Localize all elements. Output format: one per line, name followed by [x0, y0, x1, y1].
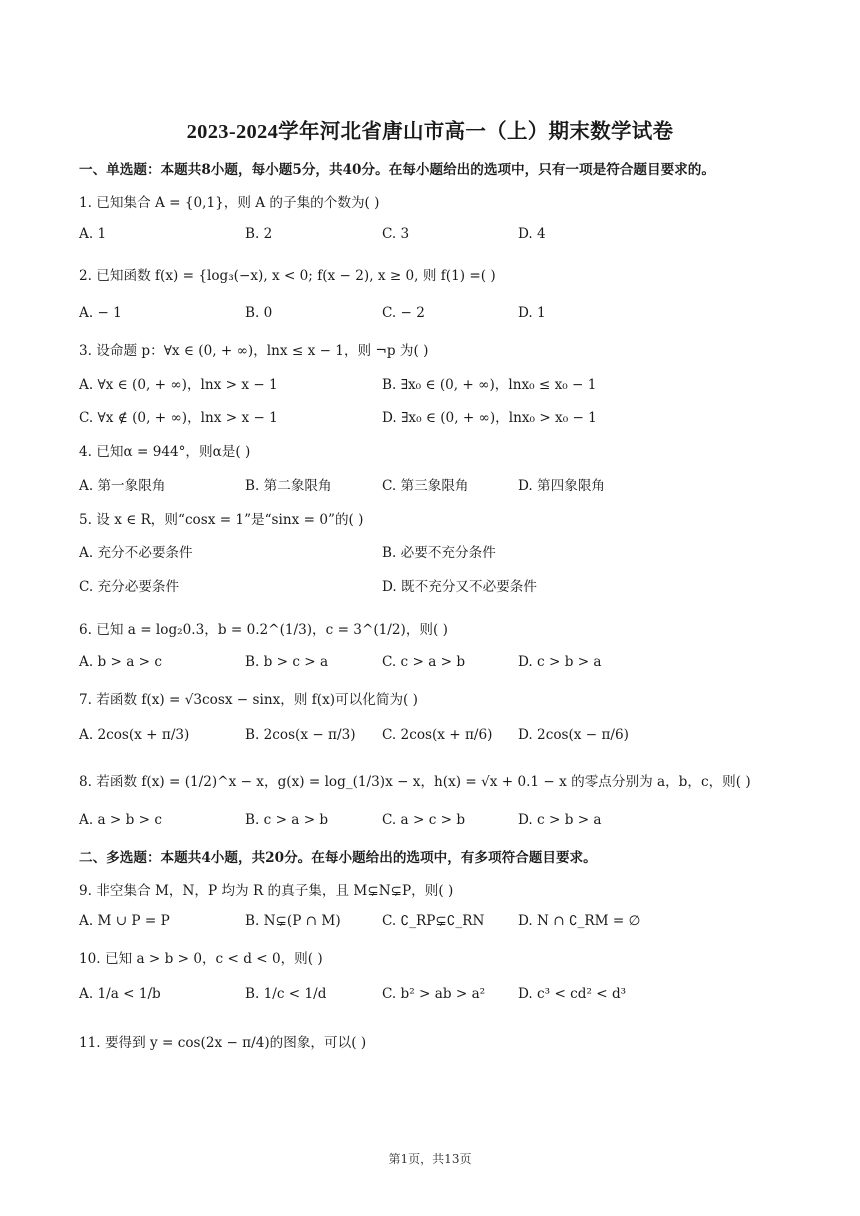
question-10-stem: 10. 已知 a > b > 0，c < d < 0，则( ) [79, 951, 323, 967]
question-8-option-d: D. c > b > a [518, 812, 602, 828]
question-11-stem: 11. 要得到 y = cos(2x − π/4)的图象，可以( ) [79, 1035, 367, 1051]
question-7-option-a: A. 2cos(x + π/3) [79, 727, 190, 743]
question-6-option-c: C. c > a > b [382, 654, 466, 670]
question-10-option-c: C. b² > ab > a² [382, 986, 486, 1002]
question-3-option-d: D. ∃x₀ ∈ (0, + ∞)，lnx₀ > x₀ − 1 [382, 410, 597, 426]
question-9-option-a: A. M ∪ P = P [79, 913, 170, 929]
question-7-option-b: B. 2cos(x − π/3) [245, 727, 356, 743]
question-6-option-a: A. b > a > c [79, 654, 162, 670]
question-8-option-b: B. c > a > b [245, 812, 329, 828]
question-5-option-d: D. 既不充分又不必要条件 [382, 579, 537, 595]
question-9-stem: 9. 非空集合 M，N，P 均为 R 的真子集，且 M⊊N⊊P，则( ) [79, 883, 454, 899]
question-9-option-c: C. ∁_RP⊊∁_RN [382, 913, 485, 929]
page-footer: 第1页，共13页 [388, 1152, 472, 1166]
question-9-option-d: D. N ∩ ∁_RM = ∅ [518, 913, 641, 929]
question-1-option-d: D. 4 [518, 226, 546, 242]
question-4-option-d: D. 第四象限角 [518, 478, 606, 494]
question-4-option-b: B. 第二象限角 [245, 478, 332, 494]
question-5-option-c: C. 充分必要条件 [79, 579, 180, 595]
question-10-option-d: D. c³ < cd² < d³ [518, 986, 627, 1002]
question-8-option-a: A. a > b > c [79, 812, 162, 828]
question-2-option-d: D. 1 [518, 305, 546, 321]
section-heading-single-choice: 一、单选题：本题共8小题，每小题5分，共40分。在每小题给出的选项中，只有一项是符合题目要求的。 [79, 162, 715, 178]
question-9-option-b: B. N⊊(P ∩ M) [245, 913, 341, 929]
question-3-option-b: B. ∃x₀ ∈ (0, + ∞)，lnx₀ ≤ x₀ − 1 [382, 377, 597, 393]
question-5-option-b: B. 必要不充分条件 [382, 545, 496, 561]
question-3-option-c: C. ∀x ∉ (0, + ∞)，lnx > x − 1 [79, 410, 278, 426]
question-1-option-a: A. 1 [79, 226, 107, 242]
question-6-option-d: D. c > b > a [518, 654, 602, 670]
question-2-option-a: A. − 1 [79, 305, 122, 321]
question-2-option-c: C. − 2 [382, 305, 425, 321]
page-title: 2023-2024学年河北省唐山市高一（上）期末数学试卷 [186, 121, 674, 143]
question-8-stem: 8. 若函数 f(x) = (1/2)^x − x，g(x) = log_(1/3)x − x，h(x) = √x + 0.1 − x 的零点分别为 a，b，c，则( ) [79, 774, 751, 790]
question-7-option-d: D. 2cos(x − π/6) [518, 727, 629, 743]
question-4-option-a: A. 第一象限角 [79, 478, 166, 494]
question-1-option-b: B. 2 [245, 226, 273, 242]
question-1-stem: 1. 已知集合 A = {0,1}，则 A 的子集的个数为( ) [79, 195, 380, 211]
question-4-option-c: C. 第三象限角 [382, 478, 469, 494]
question-10-option-a: A. 1/a < 1/b [79, 986, 161, 1002]
question-10-option-b: B. 1/c < 1/d [245, 986, 327, 1002]
question-2-stem: 2. 已知函数 f(x) = {log₃(−x), x < 0; f(x − 2), x ≥ 0, 则 f(1) =( ) [79, 268, 496, 284]
question-7-stem: 7. 若函数 f(x) = √3cosx − sinx，则 f(x)可以化简为( ) [79, 692, 418, 708]
question-4-stem: 4. 已知α = 944°，则α是( ) [79, 444, 251, 460]
question-3-option-a: A. ∀x ∈ (0, + ∞)，lnx > x − 1 [79, 377, 278, 393]
question-8-option-c: C. a > c > b [382, 812, 466, 828]
question-6-option-b: B. b > c > a [245, 654, 329, 670]
question-7-option-c: C. 2cos(x + π/6) [382, 727, 493, 743]
question-5-option-a: A. 充分不必要条件 [79, 545, 193, 561]
question-3-stem: 3. 设命题 p：∀x ∈ (0, + ∞)，lnx ≤ x − 1，则 ¬p 为( ) [79, 343, 429, 359]
question-5-stem: 5. 设 x ∈ R，则“cosx = 1”是“sinx = 0”的( ) [79, 512, 364, 528]
section-heading-multiple-choice: 二、多选题：本题共4小题，共20分。在每小题给出的选项中，有多项符合题目要求。 [79, 850, 597, 866]
question-2-option-b: B. 0 [245, 305, 273, 321]
question-6-stem: 6. 已知 a = log₂0.3，b = 0.2^(1/3)，c = 3^(1/2)，则( ) [79, 622, 448, 638]
question-1-option-c: C. 3 [382, 226, 410, 242]
